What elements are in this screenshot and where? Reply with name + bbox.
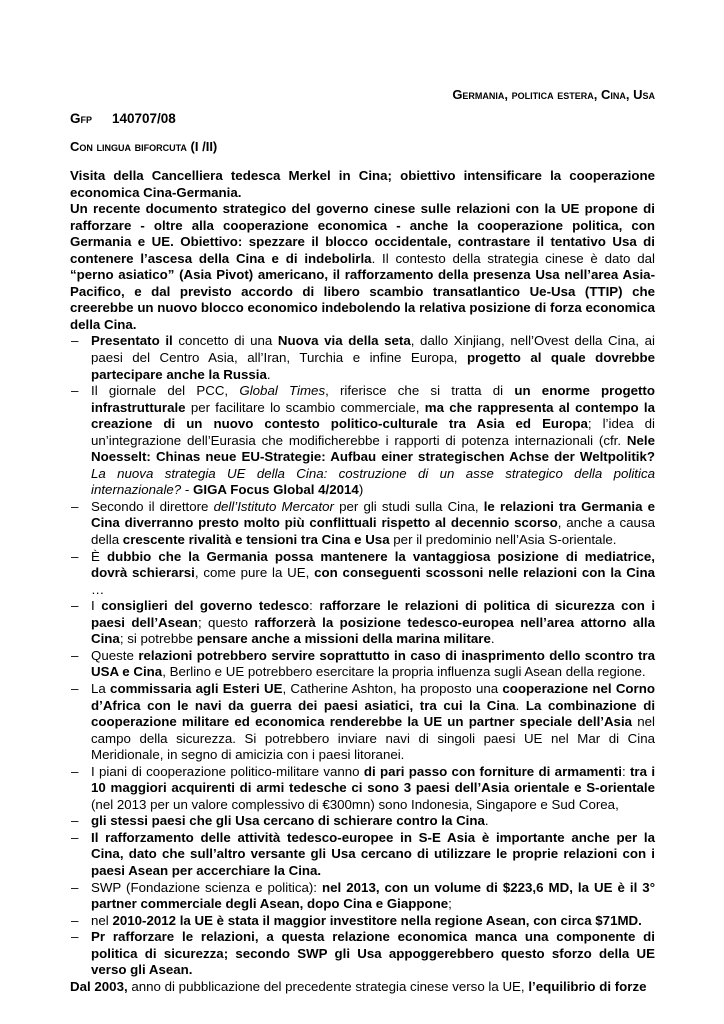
text: , Berlino e UE potrebbero esercitare la propria influenza sugli Asean della regione. (162, 664, 646, 680)
dash-bullet-icon: – (71, 383, 79, 399)
text: , come pure la UE, (194, 565, 315, 581)
dash-bullet-icon: – (71, 929, 79, 945)
text: nel (91, 912, 113, 928)
text: , riferisce che si tratta di (325, 383, 515, 399)
text: , anche a causa della (91, 515, 655, 548)
code-number: 140707/08 (112, 111, 176, 126)
bold-text: con conseguenti scossoni nelle relazioni con la Cina (314, 565, 656, 581)
document-code (70, 111, 176, 126)
text: Secondo il direttore (91, 498, 214, 514)
text: nel campo della sicurezza. Si potrebbero inviare navi di singoli paesi UE nel Mar di Cina Meridionale, in segno di amicizia con i paesi litoranei. (91, 714, 655, 763)
bold-text: Nuova via della seta (277, 333, 411, 349)
italic-text: La nuova strategia UE della Cina: costruzione di un asse strategico della politica internazionale? (91, 465, 655, 498)
intro-bold: Un recente documento strategico del governo cinese sulle relazioni con la UE propone di rafforzare - oltre alla cooperazione economica - anche la cooperazione politica, con Germania e UE. Obiettivo: spezzare il blocco occidentale, contrastare il tentativo Usa di contenere l’ascesa della Cina e di indebolirla (70, 201, 655, 266)
bold-text: rafforzare le relazioni di politica di sicurezza con i paesi dell’Asean (91, 598, 656, 630)
text: , Catherine Ashton, ha proposto una (282, 680, 503, 696)
dash-bullet-icon: – (71, 647, 79, 663)
list-item (70, 549, 655, 599)
text: ; si potrebbe (119, 631, 197, 647)
text: : (621, 763, 630, 779)
text: . (484, 813, 489, 829)
bold-text: Presentato il (91, 333, 173, 349)
text: ; questo (197, 614, 255, 630)
text: ) (358, 482, 364, 498)
bold-text: Nele Noesselt: Chinas neue EU-Strategie: Aufbau einer strategischen Achse der Weltpolitik? (91, 432, 655, 465)
bold-text: gli stessi paesi che gli Usa cercano di schierare contro la Cina (91, 813, 485, 829)
text: (nel 2013 per un valore complessivo di €300mn) sono Indonesia, Singapore e Sud Corea, (91, 796, 619, 812)
bold-text: di pari passo con forniture di armamenti (363, 763, 622, 779)
dash-bullet-icon: – (71, 548, 79, 564)
bold-text: Il rafforzamento delle attività tedesco-europee in S-E Asia è importante anche per la Cina, dato che sull’altro versante gli Usa cercano di utilizzare le proprie relazioni con i paesi Asean per accerchiare la Cina. (91, 829, 655, 878)
intro-normal: . Il contesto della strategia cinese è dato dal (371, 250, 655, 266)
dash-bullet-icon: – (71, 498, 79, 514)
list-item (70, 929, 655, 979)
bold-text: crescente rivalità e tensioni tra Cina e Usa (122, 532, 390, 548)
text: Queste (91, 647, 139, 663)
dash-bullet-icon: – (71, 912, 79, 928)
list-item (70, 499, 655, 549)
topic-tags: Germania, politica estera, Cina, Usa (452, 87, 655, 102)
dash-bullet-icon: – (71, 333, 79, 349)
dash-bullet-icon: – (71, 829, 79, 845)
bold-text: rafforzerà la posizione tedesco-europea nell’area attorno alla Cina (91, 614, 655, 647)
text: SWP (Fondazione scienza e politica): (91, 879, 323, 895)
bullet-list (70, 333, 655, 978)
bold-text: pensare anche a missioni della marina militare (196, 631, 491, 647)
text: . (515, 697, 526, 713)
bold-text: nel 2013, con un volume di $223,6 MD, la UE è il 3° partner commerciale degli Asean, dopo Cina e Giappone (91, 879, 656, 912)
list-item (70, 333, 655, 383)
bold-text: Pr rafforzare le relazioni, a questa relazione economica manca una componente di politica di sicurezza; secondo SWP gli Usa appoggerebbero questo sforzo della UE verso gli Asean. (91, 929, 655, 978)
list-item (70, 880, 655, 913)
dash-bullet-icon: – (71, 763, 79, 779)
text: I (91, 598, 102, 614)
intro-bold2: “perno asiatico” (Asia Pivot) americano, il rafforzamento della presenza Usa nell’area Asia-Pacifico, e dal previsto accordo di libero scambio transatlantico Ue-Usa (TTIP) che creerebbe un nuovo blocco economico indebolendo la relativa posizione di forza economica della Cina. (70, 267, 655, 332)
code-label: Gfp (70, 111, 93, 126)
text: anno di pubblicazione del precedente strategia cinese verso la UE, (127, 978, 529, 994)
bold-text: La combinazione di cooperazione militare ed economica renderebbe la UE un partner speciale dell’Asia (91, 697, 656, 730)
text: per gli studi sulla Cina, (333, 498, 484, 514)
closing-paragraph (70, 979, 655, 996)
text: concetto di una (172, 333, 278, 349)
dash-bullet-icon: – (71, 598, 79, 614)
bold-text: le relazioni tra Germania e Cina diverranno presto molto più conflittuali rispetto al decennio scorso (91, 498, 655, 531)
bold-text: commissaria agli Esteri UE (110, 680, 283, 696)
bold-text: ma che rappresenta al contempo la creazione di un nuovo contesto politico-culturale tra Asia ed Europa (91, 399, 655, 432)
text: ; l’idea di un’integrazione dell’Eurasia che modificherebbe i rapporti di potenza internazionali (cfr. (91, 416, 655, 448)
bold-text: un enorme progetto infrastrutturale (91, 383, 655, 415)
text: È (91, 548, 107, 564)
list-item (70, 830, 655, 880)
list-item (70, 913, 655, 930)
bold-text: consiglieri del governo tedesco (101, 598, 310, 614)
document-subtitle: Con lingua biforcuta (I /II) (70, 139, 218, 154)
bold-text: 2010-2012 la UE è stata il maggior investitore nella regione Asean, con circa $71MD. (112, 912, 642, 928)
text: . (266, 366, 271, 382)
text: La (91, 680, 111, 696)
text: I piani di cooperazione politico-militare vanno (91, 763, 364, 779)
text: … (91, 581, 105, 597)
bold-text: cooperazione nel Corno d’Africa con le navi da guerra dei paesi asiatici, tra cui la Cina (91, 680, 655, 713)
dash-bullet-icon: – (71, 879, 79, 895)
text: per facilitare lo scambio commerciale, (185, 399, 425, 415)
bold-text: progetto al quale dovrebbe partecipare anche la Russia (91, 350, 655, 382)
dash-bullet-icon: – (71, 680, 79, 696)
intro-paragraph (70, 168, 655, 333)
bold-text: dubbio che la Germania possa mantenere la vantaggiosa posizione di mediatrice, dovrà schierarsi (91, 548, 655, 581)
text: ; (448, 896, 452, 912)
bold-text: tra i 10 maggiori acquirenti di armi tedesche ci sono 3 paesi dell’Asia orientale e S-orientale (91, 763, 656, 796)
list-item (70, 648, 655, 681)
document-body (70, 168, 655, 995)
text: Il giornale del PCC, (91, 383, 240, 399)
italic-text: Global Times (239, 383, 326, 399)
text: - (181, 482, 194, 498)
intro-title: Visita della Cancelliera tedesca Merkel in Cina; obiettivo intensificare la cooperazione economica Cina-Germania. (70, 168, 655, 200)
bold-text: Dal 2003, (70, 978, 128, 994)
bold-text: GIGA Focus Global 4/2014 (193, 482, 359, 498)
text: , dallo Xinjiang, nell’Ovest della Cina, ai paesi del Centro Asia, all’Iran, Turchia e infine Europa, (91, 333, 656, 366)
list-item (70, 681, 655, 764)
text: per il predominio nell’Asia S-orientale. (389, 532, 617, 548)
bold-text: l’equilibrio di forze (528, 978, 647, 994)
dash-bullet-icon: – (71, 813, 79, 829)
list-item (70, 383, 655, 499)
list-item (70, 764, 655, 814)
italic-text: dell’Istituto Mercator (213, 498, 334, 514)
bold-text: relazioni potrebbero servire soprattutto in caso di inasprimento dello scontro tra USA e Cina (91, 647, 655, 680)
list-item (70, 813, 655, 830)
text: . (490, 631, 495, 647)
list-item (70, 598, 655, 648)
text: : (309, 598, 320, 614)
